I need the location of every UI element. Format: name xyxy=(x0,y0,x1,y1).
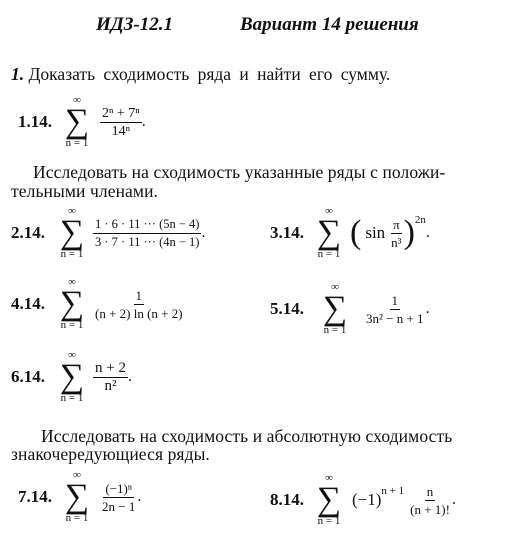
problem-2-14 xyxy=(11,206,205,260)
period: . xyxy=(425,224,430,241)
sigma-icon: ∑ xyxy=(59,285,85,322)
variant-title: Вариант 14 решения xyxy=(240,14,419,35)
period: . xyxy=(425,300,430,317)
problem-3-14 xyxy=(270,206,430,260)
sign-factor: (−1) xyxy=(352,490,382,509)
period: . xyxy=(451,491,456,508)
sigma-icon: ∑ xyxy=(64,103,90,140)
fraction-denominator: 2n − 1 xyxy=(102,498,136,514)
sum-operator xyxy=(314,206,344,260)
fraction-denominator: (n + 2) ln (n + 2) xyxy=(95,305,183,321)
fraction-numerator: 2ⁿ + 7ⁿ xyxy=(102,105,140,121)
fraction xyxy=(100,481,137,514)
sum-lower-limit: n = 1 xyxy=(60,319,84,331)
sum-lower-limit: n = 1 xyxy=(60,248,84,260)
fraction-numerator: n + 2 xyxy=(95,359,126,376)
problem-number: 6.14. xyxy=(11,367,45,386)
fraction-denominator: 3n² − n + 1 xyxy=(366,310,424,326)
fraction-denominator: n³ xyxy=(391,234,402,250)
section-3-intro-line-1: Исследовать на сходимость и абсолютную сходимость xyxy=(41,426,453,446)
sum-lower-limit: n = 1 xyxy=(60,392,84,404)
task-1-statement xyxy=(11,64,390,85)
fraction-denominator: (n + 1)! xyxy=(410,501,450,517)
exponent: 2n xyxy=(414,214,426,226)
problem-7-14 xyxy=(18,470,141,524)
sum-upper-limit: ∞ xyxy=(73,469,81,481)
exponent: n + 1 xyxy=(381,485,405,497)
problem-8-14 xyxy=(270,473,456,527)
fraction xyxy=(93,361,128,394)
open-paren: ( xyxy=(350,214,362,251)
fraction xyxy=(408,484,452,517)
fraction xyxy=(100,106,142,139)
sum-upper-limit: ∞ xyxy=(68,205,76,217)
fraction-numerator: π xyxy=(393,216,400,232)
sum-operator xyxy=(57,350,87,404)
period: . xyxy=(127,368,132,385)
section-2-intro-line-2: тельными членами. xyxy=(11,181,159,201)
fraction-numerator: 1 xyxy=(135,287,143,303)
period: . xyxy=(141,113,146,130)
problem-4-14 xyxy=(11,277,185,331)
sum-upper-limit: ∞ xyxy=(73,94,81,106)
document-title: ИДЗ-12.1 xyxy=(96,14,174,35)
sum-operator xyxy=(62,95,92,149)
sum-lower-limit: n = 1 xyxy=(317,248,341,260)
close-paren: ) xyxy=(403,214,415,251)
fraction-numerator: (−1)ⁿ xyxy=(105,480,132,496)
fraction-numerator: 1 xyxy=(391,292,399,308)
problem-number: 4.14. xyxy=(11,294,45,313)
problem-1-14 xyxy=(18,95,146,149)
sigma-icon: ∑ xyxy=(322,290,348,327)
sum-upper-limit: ∞ xyxy=(325,205,333,217)
sigma-icon: ∑ xyxy=(59,358,85,395)
fraction xyxy=(93,217,201,250)
problem-number: 3.14. xyxy=(270,223,304,242)
sin-function: sin xyxy=(365,223,386,242)
sum-upper-limit: ∞ xyxy=(325,472,333,484)
sigma-icon: ∑ xyxy=(316,214,342,251)
sum-lower-limit: n = 1 xyxy=(65,137,89,149)
sum-operator xyxy=(62,470,92,524)
fraction-numerator: 1 · 6 · 11 ··· (5n − 4) xyxy=(93,217,201,234)
fraction xyxy=(93,288,185,321)
sum-upper-limit: ∞ xyxy=(68,349,76,361)
sigma-icon: ∑ xyxy=(64,478,90,515)
problem-number: 8.14. xyxy=(270,490,304,509)
sum-operator xyxy=(57,206,87,260)
sum-upper-limit: ∞ xyxy=(331,281,339,293)
fraction-denominator: n² xyxy=(104,377,117,394)
sigma-icon: ∑ xyxy=(316,481,342,518)
fraction xyxy=(364,293,426,326)
fraction-numerator: n xyxy=(426,483,434,499)
sum-lower-limit: n = 1 xyxy=(317,515,341,527)
sum-lower-limit: n = 1 xyxy=(323,324,347,336)
task-1-number: 1. xyxy=(11,64,25,84)
sum-operator xyxy=(57,277,87,331)
problem-6-14 xyxy=(11,350,132,404)
fraction xyxy=(389,217,403,250)
problem-number: 1.14. xyxy=(18,112,52,131)
problem-number: 5.14. xyxy=(270,299,304,318)
sum-lower-limit: n = 1 xyxy=(65,512,89,524)
sum-operator xyxy=(314,473,344,527)
task-1-text: Доказать сходимость ряда и найти его сумму. xyxy=(28,64,391,84)
sigma-icon: ∑ xyxy=(59,214,85,251)
section-3-intro-line-2: знакочередующиеся ряды. xyxy=(11,444,210,464)
period: . xyxy=(201,224,206,241)
fraction-denominator: 14ⁿ xyxy=(111,123,131,139)
period: . xyxy=(137,488,142,505)
sum-operator xyxy=(320,282,350,336)
section-2-intro-line-1: Исследовать на сходимость указанные ряды с положи- xyxy=(33,162,446,182)
problem-number: 7.14. xyxy=(18,487,52,506)
problem-5-14 xyxy=(270,282,430,336)
fraction-denominator: 3 · 7 · 11 ··· (4n − 1) xyxy=(95,234,200,249)
problem-number: 2.14. xyxy=(11,223,45,242)
sum-upper-limit: ∞ xyxy=(68,276,76,288)
